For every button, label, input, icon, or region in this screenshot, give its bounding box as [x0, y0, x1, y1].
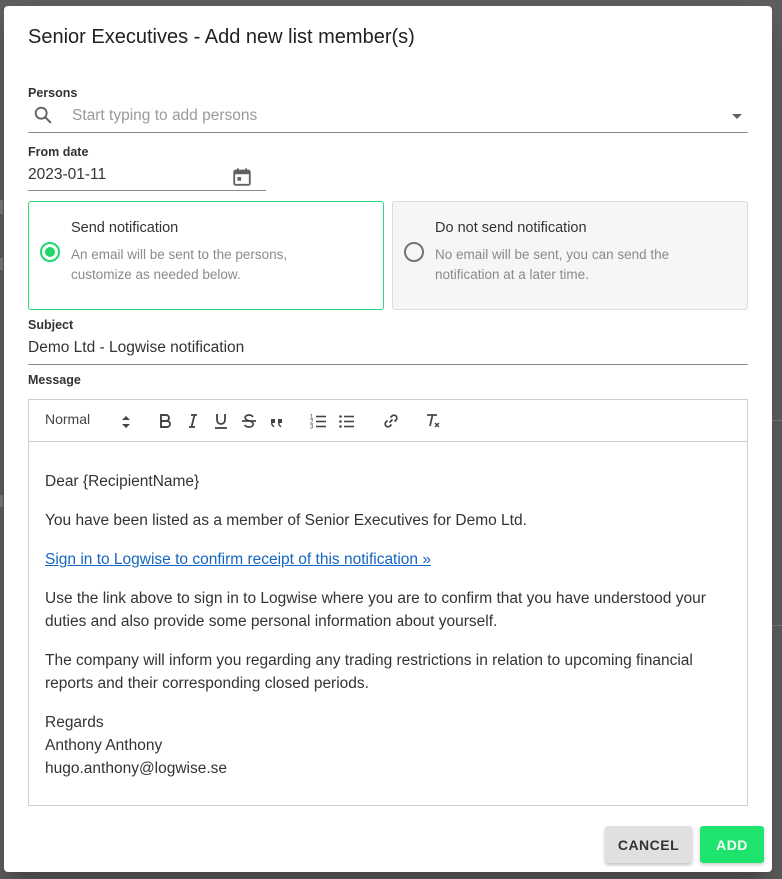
text-style-value: Normal [45, 411, 91, 427]
message-paragraph2: Use the link above to sign in to Logwise where you are to confirm that you have understood your duties and also provide some personal information about yourself. [45, 590, 706, 630]
from-date-field[interactable] [28, 164, 266, 191]
message-paragraph3: The company will inform you regarding any trading restrictions in relation to upcoming financial reports and their corresponding closed periods. [45, 652, 693, 692]
signature-name: Anthony Anthony [45, 737, 163, 754]
message-line1: You have been listed as a member of Senior Executives for Demo Ltd. [45, 512, 527, 529]
ordered-list-icon[interactable] [309, 411, 329, 431]
cancel-button[interactable]: CANCEL [605, 826, 692, 863]
strikethrough-icon[interactable] [239, 411, 259, 431]
backdrop-element [0, 200, 3, 214]
persons-field[interactable] [28, 102, 748, 133]
calendar-icon[interactable] [231, 166, 253, 188]
svg-text:2: 2 [310, 419, 314, 426]
dialog-title: Senior Executives - Add new list member(s) [28, 26, 415, 48]
from-date-value[interactable]: 2023-01-11 [28, 166, 107, 183]
message-body[interactable] [45, 470, 735, 796]
bullet-list-icon[interactable] [337, 411, 357, 431]
add-member-dialog [4, 6, 772, 872]
no-notification-description: No email will be sent, you can send the notification at a later time. [435, 247, 670, 282]
radio-unselected-icon[interactable] [404, 242, 424, 262]
radio-selected-icon[interactable] [40, 242, 60, 262]
bold-icon[interactable] [155, 411, 175, 431]
message-label: Message [28, 373, 81, 387]
send-notification-title: Send notification [71, 220, 179, 236]
blockquote-icon[interactable] [267, 411, 287, 431]
no-notification-title: Do not send notification [435, 220, 587, 236]
subject-field[interactable] [28, 336, 748, 365]
italic-icon[interactable] [183, 411, 203, 431]
clear-format-icon[interactable] [423, 411, 443, 431]
message-greeting: Dear {RecipientName} [45, 473, 200, 490]
no-notification-option[interactable] [392, 201, 748, 310]
svg-text:3: 3 [310, 424, 314, 431]
persons-input[interactable] [72, 102, 712, 130]
send-notification-option[interactable] [28, 201, 384, 310]
svg-text:1: 1 [310, 414, 314, 421]
subject-label: Subject [28, 318, 74, 332]
persons-label: Persons [28, 86, 78, 100]
message-editor[interactable] [28, 399, 748, 806]
backdrop-element [772, 420, 782, 421]
underline-icon[interactable] [211, 411, 231, 431]
signature-closing: Regards [45, 714, 104, 731]
send-notification-description: An email will be sent to the persons, customize as needed below. [71, 247, 288, 282]
select-arrows-icon [121, 415, 131, 427]
add-button[interactable]: ADD [700, 826, 764, 863]
from-date-label: From date [28, 145, 89, 159]
message-signature [45, 711, 735, 780]
link-icon[interactable] [381, 411, 401, 431]
confirm-receipt-link[interactable]: Sign in to Logwise to confirm receipt of this notification » [45, 551, 431, 568]
backdrop-element [0, 495, 3, 507]
backdrop-element [772, 625, 782, 626]
subject-value[interactable]: Demo Ltd - Logwise notification [28, 339, 245, 356]
arrow-drop-down-icon[interactable] [730, 110, 744, 124]
signature-email: hugo.anthony@logwise.se [45, 760, 228, 777]
editor-toolbar [29, 400, 747, 442]
backdrop-element [0, 258, 3, 270]
search-icon [32, 104, 54, 126]
text-style-select[interactable] [45, 411, 133, 431]
